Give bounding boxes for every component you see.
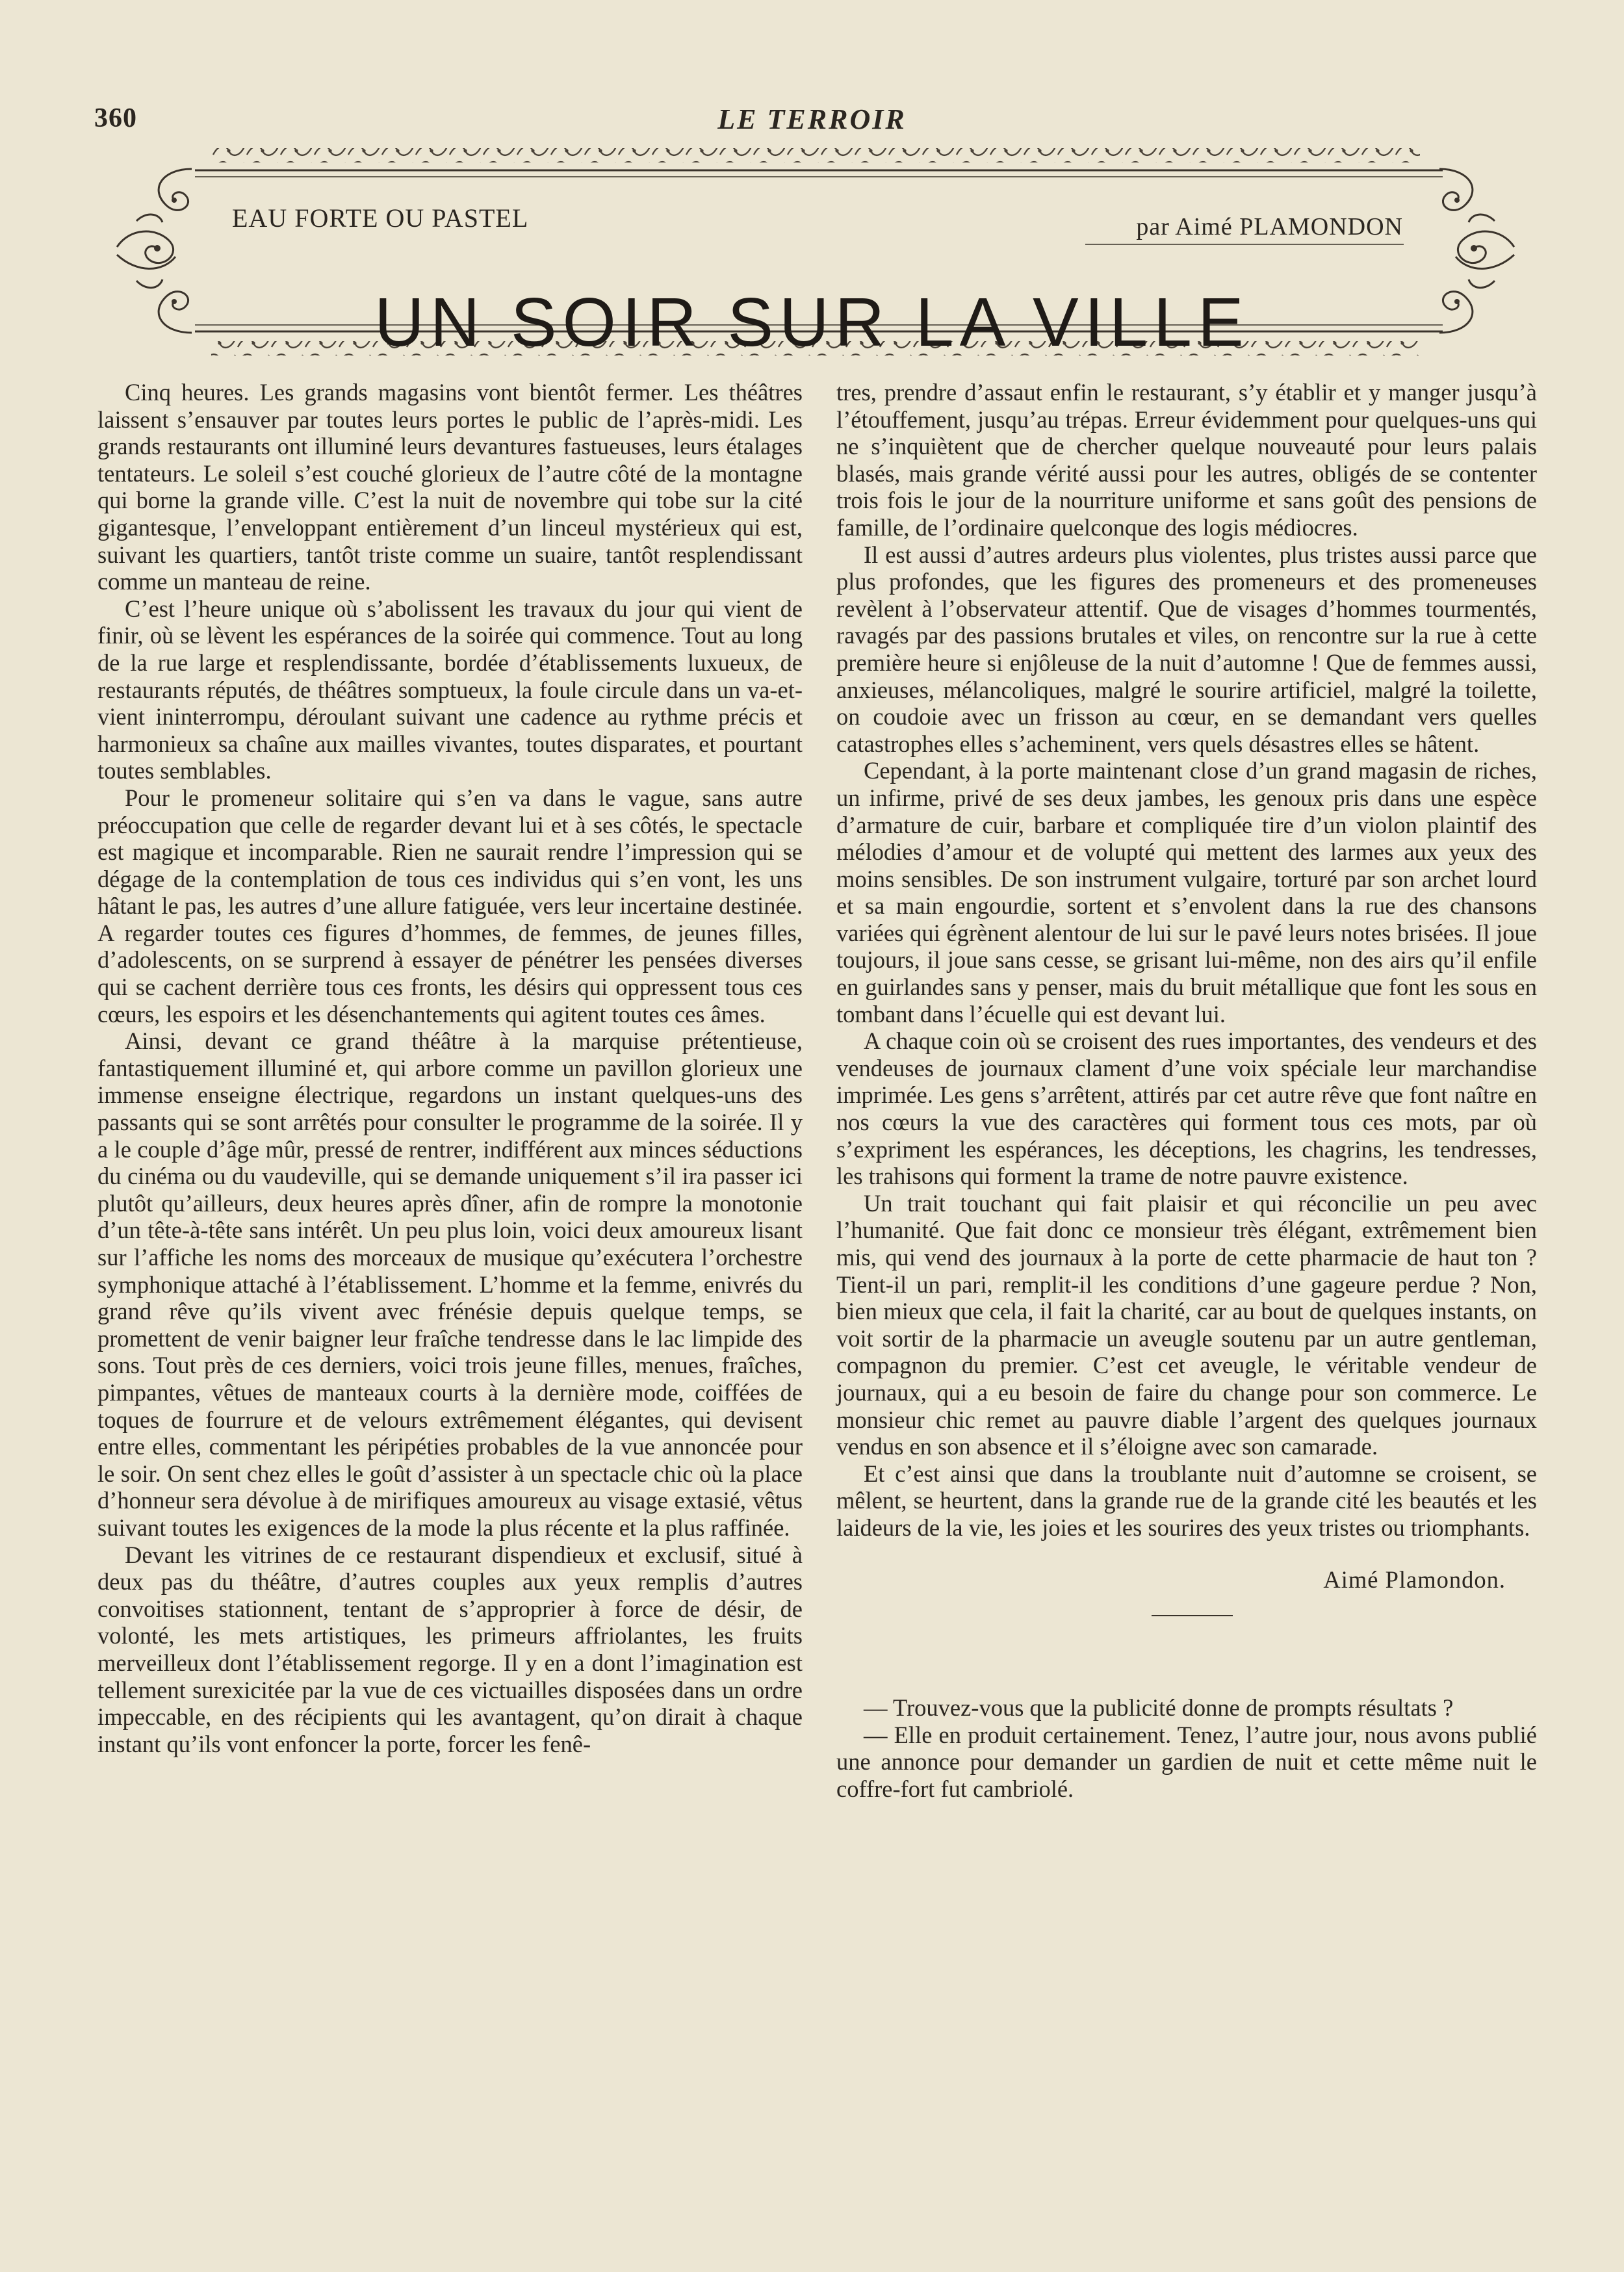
paragraph: Devant les vitrines de ce restaurant dispendieux et exclusif, situé à deux pas du théâtre, d’autres couples aux yeux remplis d’autres convoitises stationnent, tentant de s’approprier à force de désir, de volonté, les mets artistiques, les primeurs affriolantes, les fruits merveilleux dont l’établissement regorge. Il y en a dont l’imagination est tellement surexicitée par la vue de ces victuailles disposées dans un ordre impeccable, en des récipients qui les avantagent, qu’on dirait à chaque instant qu’ils vont enfoncer la porte, forcer les fenê- — [97, 1541, 803, 1757]
paragraph: C’est l’heure unique où s’abolissent les travaux du jour qui vient de finir, où se lèvent les espérances de la soirée qui commence. Tout au long de la rue large et resplendissante, bordée d’établissements luxueux, de restaurants réputés, de théâtres somptueux, la foule circule dans un va-et-vient ininterrompu, déroulant suivant une cadence au rythme précis et harmonieux sa chaîne aux mailles vivantes, toutes disparates, et pourtant toutes semblables. — [97, 595, 803, 784]
page-number: 360 — [94, 103, 137, 133]
paragraph: Il est aussi d’autres ardeurs plus violentes, plus tristes aussi parce que plus profondes, que les figures des promeneurs et des promeneuses revèlent à l’observateur attentif. Que de visages d’hommes tourmentés, ravagés par des passions brutales et viles, on rencontre sur la rue à cette première heure si enjôleuse de la nuit d’automne ! Que de femmes aussi, anxieuses, mélancoliques, malgré le sourire artificiel, malgré la toilette, on coudoie avec un frisson au cœur, en se demandant vers quelles catastrophes elles s’acheminent, vers quels désastres elles se hâtent. — [836, 541, 1537, 757]
paragraph-continued: tres, prendre d’assaut enfin le restaurant, s’y établir et y manger jusqu’à l’étouffement, jusqu’au trépas. Erreur évidemment pour quelques-uns qui ne s’inquiètent que de chercher quelque nouveauté pour leurs palais blasés, mais grande vérité aussi pour les autres, obligés de se contenter trois fois le jour de la nourriture uniforme et sans goût des pensions de famille, de l’ordinaire quelconque des logis médiocres. — [836, 379, 1537, 541]
paragraph: Pour le promeneur solitaire qui s’en va dans le vague, sans autre préoccupation que celle de regarder devant lui et à ses côtés, le spectacle est magique et incomparable. Rien ne saurait rendre l’impression qui se dégage de la contemplation de tous ces individus qui s’en vont, les uns hâtant le pas, les autres d’une allure fatiguée, vers leur incertaine destinée. A regarder toutes ces figures d’hommes, de femmes, de jeunes filles, d’adolescents, on se surprend à essayer de pénétrer les pensées diverses qui se cachent derrière tous ces fronts, les désirs qui oppressent tous ces cœurs, les espoirs et les désenchantements qui agitent toutes ces âmes. — [97, 784, 803, 1027]
paragraph: Ainsi, devant ce grand théâtre à la marquise prétentieuse, fantastiquement illuminé et, qui arbore comme un pavillon glorieux une immense enseigne électrique, regardons un instant quelques-uns des passants qui se sont arrêtés pour consulter le programme de la soirée. Il y a le couple d’âge mûr, pressé de rentrer, indifférent aux minces séductions du cinéma ou du vaudeville, qui se demande uniquement s’il ira passer ici plutôt qu’ailleurs, deux heures après dîner, afin de rompre la monotonie d’un tête-à-tête sans intérêt. Un peu plus loin, voici deux amoureux lisant sur l’affiche les noms des morceaux de musique qu’exécutera l’orchestre symphonique attaché à l’établissement. L’homme et la femme, enivrés du grand rêve qu’ils vivent avec frénésie depuis quelque temps, se promettent de venir baigner leur fraîche tendresse dans le lac limpide des sons. Tout près de ces derniers, voici trois jeune filles, menues, fraîches, pimpantes, vêtues de manteaux courts à la dernière mode, coiffées de toques de fourrure et de velours extrêmement élégantes, qui devisent entre elles, commentant les péripéties probables de la vue annoncée pour le soir. On sent chez elles le goût d’assister à un spectacle chic où la place d’honneur sera dévolue à de mirifiques amoureux au visage extasié, vêtus suivant toutes les exigences de la mode la plus récente et la plus raffinée. — [97, 1027, 803, 1541]
section-divider — [1152, 1615, 1233, 1616]
article-byline: par Aimé PLAMONDON — [1136, 213, 1403, 240]
paragraph: Cependant, à la porte maintenant close d’un grand magasin de riches, un infirme, privé de ses deux jambes, les genoux pris dans une espèce d’armature de cuir, barbare et compliquée tire d’un violon plaintif des mélodies d’amour et de volupté qui mettent des larmes aux yeux des moins sensibles. De son instrument vulgaire, torturé par son archet lourd et sa main engourdie, sortent et s’envolent dans la rue des chansons variées qui égrènent alentour de lui sur le pavé leurs notes brisées. Il joue toujours, il joue sans cesse, se grisant lui-même, non des airs qu’il enfile en guirlandes sans y penser, mais du bruit métallique que font les sous en tombant dans l’écuelle qui est devant lui. — [836, 757, 1537, 1027]
paragraph: Un trait touchant qui fait plaisir et qui réconcilie un peu avec l’humanité. Que fait donc ce monsieur très élégant, extrêmement bien mis, qui vend des journaux à la porte de cette pharmacie de haut ton ? Tient-il un pari, remplit-il les conditions d’une gageure perdue ? Non, bien mieux que cela, il fait la charité, car au bout de quelques instants, on voit sortir de la pharmacie un aveugle soutenu par un autre gentleman, compagnon du premier. C’est cet aveugle, le véritable vendeur de journaux, qui a eu besoin de faire du change pour son commerce. Le monsieur chic remet au pauvre diable l’argent des quelques journaux vendus en son absence et il s’éloigne avec son camarade. — [836, 1189, 1537, 1460]
article-kicker: EAU FORTE OU PASTEL — [232, 203, 529, 233]
paragraph: Cinq heures. Les grands magasins vont bientôt fermer. Les théâtres laissent s’ensauver par toutes leurs portes le public de l’après-midi. Les grands restaurants ont illuminé leurs devantures fastueuses, leurs étalages tentateurs. Le soleil s’est couché glorieux de l’autre côté de la montagne qui borne la grande ville. C’est la nuit de novembre qui tobe sur la cité gigantesque, l’enveloppant entièrement d’un linceul mystérieux qui est, suivant les quartiers, tantôt triste comme un suaire, tantôt resplendissant comme un manteau de reine. — [97, 379, 803, 595]
dialogue-line: — Elle en produit certainement. Tenez, l’autre jour, nous avons publié une annonce pour demander un gardien de nuit et cette même nuit le coffre-fort fut cambriolé. — [836, 1721, 1537, 1802]
left-column — [97, 379, 803, 1757]
right-column — [836, 379, 1537, 1803]
anecdote — [836, 1694, 1537, 1802]
running-title: LE TERROIR — [717, 103, 907, 135]
paragraph: A chaque coin où se croisent des rues importantes, des vendeurs et des vendeuses de journaux clament d’une voix spéciale leur marchandise imprimée. Les gens s’arrêtent, attirés par cet autre rêve que font naître en nos cœurs la vue des caractères qui forment tous ces mots, par où s’expriment les espérances, les déceptions, les chagrins, les tendresses, les trahisons qui forment la trame de notre pauvre existence. — [836, 1027, 1537, 1190]
article-title: UN SOIR SUR LA VILLE — [374, 284, 1250, 361]
dialogue-line: — Trouvez-vous que la publicité donne de prompts résultats ? — [864, 1694, 1454, 1722]
paragraph: Et c’est ainsi que dans la troublante nuit d’automne se croisent, se mêlent, se heurtent, dans la grande rue de la grande cité les beautés et les laideurs de la vie, les joies et les sourires des yeux tristes ou triomphants. — [836, 1460, 1537, 1541]
author-signature: Aimé Plamondon. — [1323, 1566, 1506, 1593]
